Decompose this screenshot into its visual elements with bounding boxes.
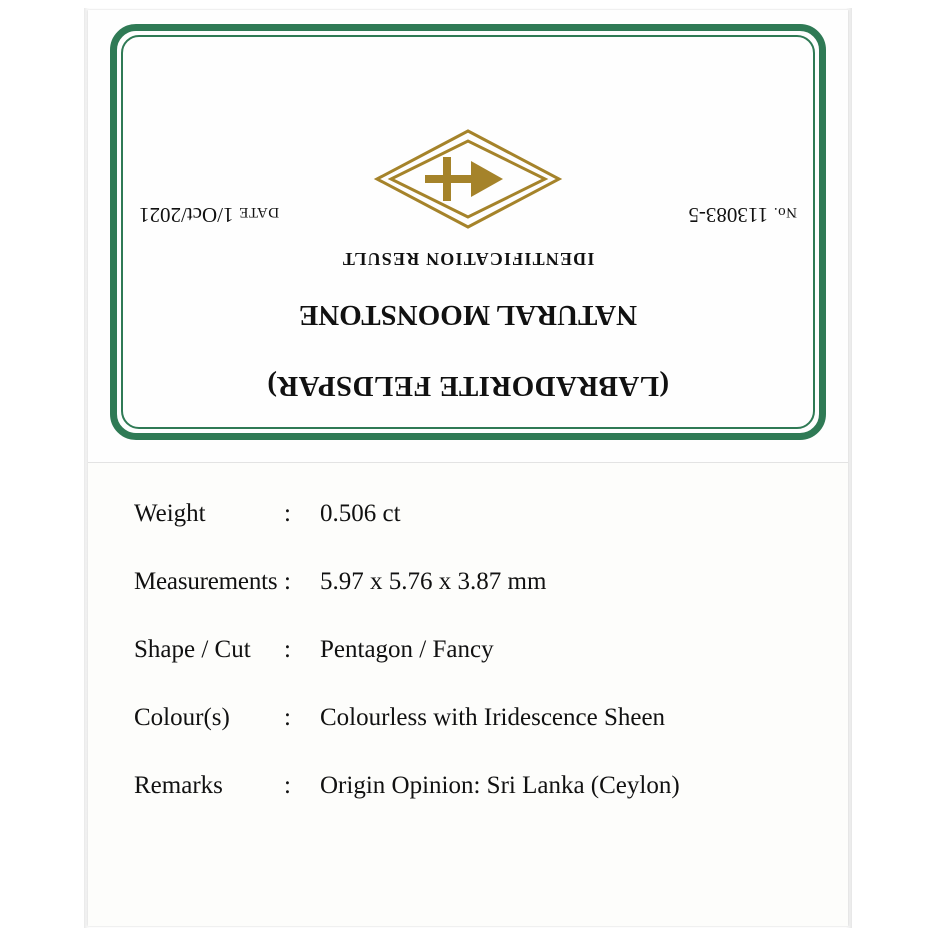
certificate-title-main: (LABRADORITE FELDSPAR) [266,370,670,402]
detail-value-remarks: Origin Opinion: Sri Lanka (Ceylon) [320,772,680,799]
certificate-date-value: 1/Oct/2021 [139,203,234,227]
detail-row-measurements [88,548,848,616]
certificate-title-sub: NATURAL MOONSTONE [298,299,638,331]
certificate-meta-row [133,121,803,231]
detail-value-weight: 0.506 ct [320,500,401,527]
certificate-number-label: No. [773,204,797,220]
detail-label-measurements: Measurements [134,568,278,595]
identification-result-label: IDENTIFICATION RESULT [341,249,595,269]
detail-label-remarks: Remarks [134,772,223,799]
detail-row-remarks [88,752,848,820]
detail-value-measurements: 5.97 x 5.76 x 3.87 mm [320,568,547,595]
detail-row-weight [88,480,848,548]
detail-value-colour: Colourless with Iridescence Sheen [320,704,666,731]
detail-colon-remarks: : [284,772,291,799]
certificate-number [688,202,797,227]
certificate-date [139,202,279,227]
detail-colon-weight: : [284,500,291,527]
certificate-date-label: DATE [238,204,280,220]
card-fold-line [88,462,848,463]
diamond-lab-logo-icon [373,127,563,231]
certificate-card [88,10,848,926]
detail-colon-shape-cut: : [284,636,291,663]
header-content [133,46,803,417]
gem-details-list [88,480,848,820]
detail-label-colour: Colour(s) [134,704,230,731]
detail-colon-measurements: : [284,568,291,595]
detail-value-shape-cut: Pentagon / Fancy [320,636,494,663]
certificate-header-panel [88,10,848,462]
detail-label-weight: Weight [134,500,206,527]
detail-row-shape-cut [88,616,848,684]
detail-label-shape-cut: Shape / Cut [134,636,251,663]
detail-colon-colour: : [284,704,291,731]
detail-row-colour [88,684,848,752]
certificate-number-value: 113083-5 [688,203,769,227]
